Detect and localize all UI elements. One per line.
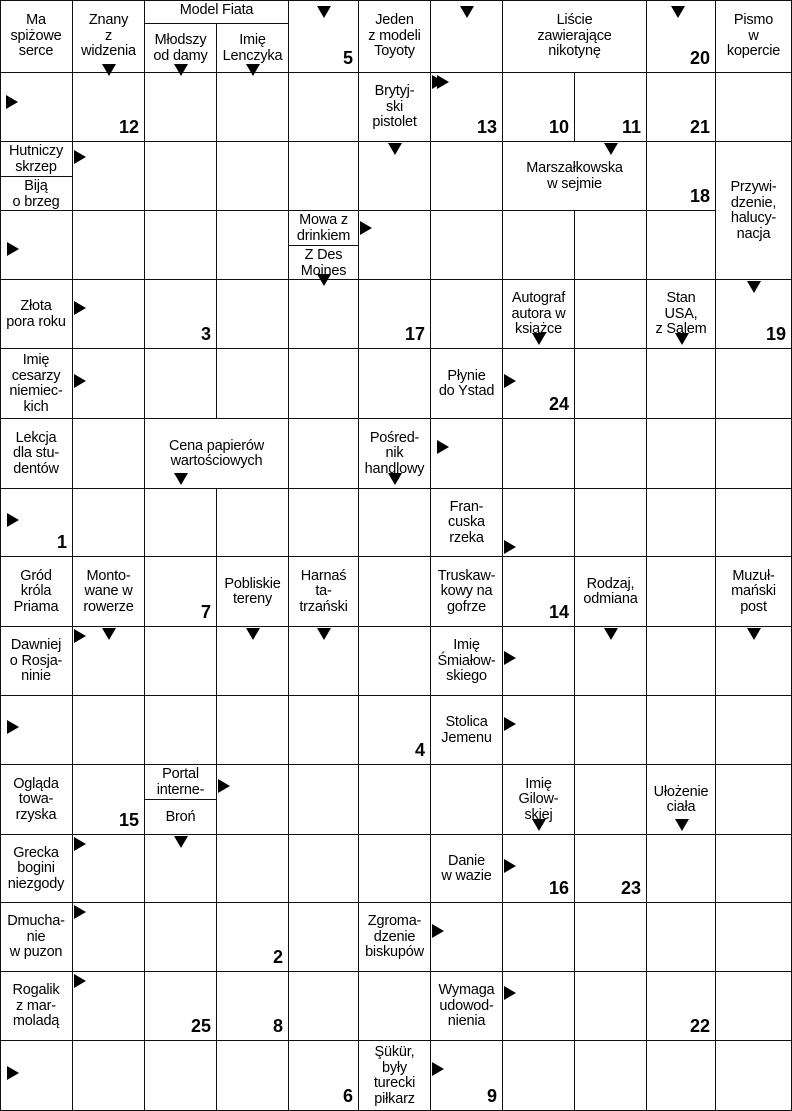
clue-cell-header (145, 0, 289, 24)
answer-cell[interactable] (575, 972, 647, 1041)
answer-cell[interactable] (73, 696, 145, 765)
clue-text: Młodszy od damy (153, 32, 208, 64)
clue-cell (359, 903, 431, 972)
answer-cell[interactable] (647, 696, 716, 765)
clue-number: 19 (765, 324, 786, 344)
answer-cell[interactable] (73, 489, 145, 557)
clue-cell (431, 835, 503, 903)
clue-cell (0, 627, 73, 696)
arrow-right-icon (504, 717, 516, 731)
answer-cell[interactable] (431, 280, 503, 349)
clue-number: 13 (476, 117, 497, 137)
arrow-down-icon (174, 64, 188, 76)
arrow-right-icon (432, 1062, 444, 1076)
answer-cell[interactable] (217, 1041, 289, 1111)
clue-cell (0, 765, 73, 835)
clue-number: 1 (56, 532, 67, 552)
arrow-down-icon (747, 628, 761, 640)
clue-text: Dawniej o Rosja- ninie (9, 637, 63, 685)
clue-text: Liście zawierające nikotynę (537, 12, 612, 60)
clue-cell (0, 349, 73, 419)
arrow-right-icon (7, 1066, 19, 1080)
clue-cell (431, 349, 503, 419)
clue-text: Ułożenie ciała (653, 783, 709, 815)
answer-cell[interactable] (431, 142, 503, 211)
answer-cell[interactable] (289, 419, 359, 489)
answer-cell[interactable] (289, 972, 359, 1041)
arrow-down-icon (604, 628, 618, 640)
answer-cell[interactable] (575, 419, 647, 489)
answer-cell[interactable] (503, 1041, 575, 1111)
arrow-down-icon (174, 836, 188, 848)
answer-cell[interactable] (289, 765, 359, 835)
clue-cell (431, 696, 503, 765)
arrow-right-icon (74, 837, 86, 851)
clue-text: Rodzaj, odmiana (583, 575, 638, 607)
clue-text: Jeden z modeli Toyoty (368, 12, 421, 60)
answer-cell[interactable] (359, 627, 431, 696)
answer-cell[interactable] (431, 211, 503, 280)
clue-cell (359, 0, 431, 73)
answer-cell[interactable] (575, 903, 647, 972)
clue-cell (503, 142, 647, 211)
clue-text: Lekcja dla stu- dentów (13, 429, 59, 477)
clue-text: Brytyj- ski pistolet (372, 83, 417, 131)
arrow-right-icon (74, 301, 86, 315)
arrow-down-icon (604, 143, 618, 155)
clue-number: 12 (118, 117, 139, 137)
clue-cell (289, 557, 359, 627)
clue-cell (0, 972, 73, 1041)
clue-number: 9 (486, 1086, 497, 1106)
arrow-down-icon (460, 6, 474, 18)
clue-text: Rogalik z mar- moladą (12, 982, 60, 1030)
arrow-down-icon (532, 819, 546, 831)
answer-cell[interactable] (145, 142, 217, 211)
answer-cell[interactable] (145, 489, 217, 557)
clue-number: 21 (689, 117, 710, 137)
clue-number: 4 (414, 740, 425, 760)
clue-text: Biją o brzeg (12, 178, 60, 210)
clue-cell (217, 557, 289, 627)
clue-text: Stan USA, z Salem (655, 290, 707, 338)
clue-cell (73, 557, 145, 627)
clue-text: Pobliskie tereny (224, 575, 281, 607)
clue-number: 23 (620, 878, 641, 898)
answer-cell[interactable] (716, 903, 792, 972)
clue-cell (0, 280, 73, 349)
clue-cell (145, 765, 217, 800)
clue-cell (359, 73, 431, 142)
answer-cell[interactable] (575, 696, 647, 765)
clue-cell (0, 142, 73, 177)
clue-text: Fran- cuska rzeka (448, 498, 485, 546)
clue-number: 2 (272, 947, 283, 967)
clue-text: Şükür, były turecki piłkarz (373, 1044, 416, 1107)
answer-cell[interactable] (647, 349, 716, 419)
clue-cell (359, 1041, 431, 1111)
clue-cell (0, 0, 73, 73)
clue-number: 25 (190, 1016, 211, 1036)
arrow-down-icon (317, 274, 331, 286)
clue-text: Wymaga udowod- nienia (438, 982, 495, 1030)
clue-cell (0, 419, 73, 489)
clue-text: Autograf autora w książce (511, 290, 566, 338)
answer-cell[interactable] (647, 1041, 716, 1111)
clue-text: Imię Gilow- skiej (518, 775, 559, 823)
arrow-right-icon (74, 150, 86, 164)
arrow-right-icon (74, 974, 86, 988)
answer-cell[interactable] (716, 835, 792, 903)
answer-cell[interactable] (289, 489, 359, 557)
clue-number: 14 (548, 602, 569, 622)
clue-cell (431, 557, 503, 627)
clue-cell (716, 142, 792, 280)
arrow-right-icon (504, 986, 516, 1000)
clue-number: 16 (548, 878, 569, 898)
answer-cell[interactable] (359, 972, 431, 1041)
clue-number: 6 (342, 1086, 353, 1106)
answer-cell[interactable] (289, 835, 359, 903)
clue-cell (716, 557, 792, 627)
answer-cell[interactable] (289, 73, 359, 142)
clue-number: 22 (689, 1016, 710, 1036)
arrow-down-icon (102, 64, 116, 76)
answer-cell[interactable] (503, 903, 575, 972)
answer-cell[interactable] (503, 419, 575, 489)
arrow-down-icon (246, 64, 260, 76)
arrow-right-icon (7, 720, 19, 734)
arrow-down-icon (671, 6, 685, 18)
arrow-right-icon (360, 221, 372, 235)
clue-text: Muzuł- mański post (731, 567, 776, 615)
answer-cell[interactable] (217, 73, 289, 142)
clue-text: Grecka bogini niezgody (7, 844, 65, 892)
answer-cell[interactable] (716, 1041, 792, 1111)
answer-cell[interactable] (359, 489, 431, 557)
clue-text: Gród króla Priama (13, 567, 59, 615)
arrow-right-icon (437, 440, 449, 454)
answer-cell[interactable] (73, 1041, 145, 1111)
answer-cell[interactable] (217, 489, 289, 557)
arrow-right-icon (504, 374, 516, 388)
clue-text: Imię Śmiałow- skiego (437, 637, 496, 685)
clue-text: Ma spiżowe serce (10, 12, 62, 60)
answer-cell[interactable] (289, 903, 359, 972)
answer-cell[interactable] (647, 557, 716, 627)
answer-cell[interactable] (289, 142, 359, 211)
arrow-right-icon (218, 779, 230, 793)
answer-cell[interactable] (647, 627, 716, 696)
answer-cell[interactable] (217, 280, 289, 349)
clue-cell (145, 419, 289, 489)
arrow-down-icon (317, 628, 331, 640)
clue-cell (503, 0, 647, 73)
answer-cell[interactable] (716, 73, 792, 142)
answer-cell[interactable] (716, 765, 792, 835)
arrow-right-icon (74, 629, 86, 643)
clue-text: Danie w wazie (441, 852, 492, 884)
clue-text: Przywi- dzenie, halucy- nacja (730, 179, 777, 242)
clue-number: 15 (118, 810, 139, 830)
answer-cell[interactable] (503, 211, 575, 280)
clue-text: Płynie do Ystad (438, 367, 495, 399)
answer-cell[interactable] (217, 211, 289, 280)
answer-cell[interactable] (145, 696, 217, 765)
answer-cell[interactable] (575, 765, 647, 835)
arrow-down-icon (102, 628, 116, 640)
answer-cell[interactable] (575, 349, 647, 419)
clue-cell (0, 835, 73, 903)
clue-cell (431, 627, 503, 696)
answer-cell[interactable] (431, 765, 503, 835)
clue-text: Pośred- nik handlowy (364, 429, 425, 477)
answer-cell[interactable] (217, 835, 289, 903)
arrow-down-icon (675, 333, 689, 345)
clue-text: Marszałkowska w sejmie (526, 160, 623, 192)
clue-text: Ogląda towa- rzyska (13, 775, 59, 823)
arrow-down-icon (388, 143, 402, 155)
arrow-down-icon (246, 628, 260, 640)
answer-cell[interactable] (145, 73, 217, 142)
answer-cell[interactable] (145, 211, 217, 280)
answer-cell[interactable] (575, 211, 647, 280)
arrow-right-icon (6, 95, 18, 109)
answer-cell[interactable] (145, 349, 217, 419)
answer-cell[interactable] (359, 765, 431, 835)
clue-text: Imię Lenczyka (222, 32, 283, 64)
arrow-down-icon (317, 6, 331, 18)
clue-cell (0, 557, 73, 627)
answer-cell[interactable] (575, 1041, 647, 1111)
clue-number: 17 (404, 324, 425, 344)
clue-cell (73, 0, 145, 73)
clue-number: 8 (272, 1016, 283, 1036)
clue-text: Pismo w kopercie (726, 12, 781, 60)
answer-cell[interactable] (575, 280, 647, 349)
answer-cell[interactable] (289, 280, 359, 349)
clue-text: Broń (165, 808, 196, 825)
arrow-right-icon (504, 859, 516, 873)
clue-text: Z Des Moines (300, 247, 347, 279)
arrow-right-icon (504, 540, 516, 554)
answer-cell[interactable] (145, 1041, 217, 1111)
answer-cell[interactable] (647, 835, 716, 903)
clue-number: 24 (548, 394, 569, 414)
clue-number: 20 (689, 48, 710, 68)
answer-cell[interactable] (289, 349, 359, 419)
arrow-right-icon (432, 924, 444, 938)
clue-number: 3 (200, 324, 211, 344)
answer-cell[interactable] (217, 765, 289, 835)
arrow-right-icon (504, 651, 516, 665)
answer-cell[interactable] (73, 419, 145, 489)
clue-text: Truskaw- kowy na gofrze (437, 567, 496, 615)
arrow-down-icon (174, 473, 188, 485)
answer-cell[interactable] (716, 972, 792, 1041)
answer-cell[interactable] (647, 489, 716, 557)
answer-cell[interactable] (716, 696, 792, 765)
clue-cell (145, 800, 217, 835)
arrow-down-icon (747, 281, 761, 293)
answer-cell[interactable] (359, 349, 431, 419)
answer-cell[interactable] (145, 627, 217, 696)
clue-text: Mowa z drinkiem (296, 212, 351, 244)
answer-cell[interactable] (575, 489, 647, 557)
clue-text: Zgroma- dzenie biskupów (365, 913, 424, 961)
arrow-right-icon (74, 905, 86, 919)
arrow-right-icon (437, 75, 449, 89)
clue-number: 18 (689, 186, 710, 206)
clue-cell (0, 177, 73, 211)
answer-cell[interactable] (647, 211, 716, 280)
clue-text: Cena papierów wartościowych (169, 437, 264, 469)
clue-number: 5 (342, 48, 353, 68)
answer-cell[interactable] (289, 696, 359, 765)
arrow-right-icon (74, 374, 86, 388)
clue-text: Znany z widzenia (81, 12, 136, 60)
answer-cell[interactable] (716, 489, 792, 557)
answer-cell[interactable] (359, 557, 431, 627)
answer-cell[interactable] (647, 419, 716, 489)
clue-number: 7 (200, 602, 211, 622)
answer-cell[interactable] (647, 903, 716, 972)
answer-cell[interactable] (716, 419, 792, 489)
answer-cell[interactable] (503, 972, 575, 1041)
arrow-down-icon (675, 819, 689, 831)
clue-cell (0, 903, 73, 972)
answer-cell[interactable] (359, 835, 431, 903)
clue-text: Złota pora roku (6, 298, 66, 330)
clue-cell (431, 972, 503, 1041)
answer-cell[interactable] (431, 419, 503, 489)
arrow-down-icon (532, 333, 546, 345)
answer-cell[interactable] (217, 142, 289, 211)
answer-cell[interactable] (145, 903, 217, 972)
clue-cell (431, 489, 503, 557)
clue-text: Dmucha- nie w puzon (7, 913, 65, 961)
clue-number: 11 (621, 117, 641, 137)
arrow-right-icon (7, 513, 19, 527)
clue-text: Stolica Jemenu (441, 714, 492, 746)
clue-text: Hutniczy skrzep (9, 143, 63, 175)
clue-text: Imię cesarzy niemiec- kich (9, 352, 63, 415)
answer-cell[interactable] (716, 349, 792, 419)
answer-cell[interactable] (217, 696, 289, 765)
answer-cell[interactable] (217, 349, 289, 419)
clue-text: Monto- wane w rowerze (83, 567, 134, 615)
clue-cell (716, 0, 792, 73)
arrow-right-icon (7, 242, 19, 256)
answer-cell[interactable] (73, 211, 145, 280)
clue-text-model-fiata: Model Fiata (179, 2, 254, 18)
clue-text: Portal interne- (156, 766, 205, 798)
clue-cell (575, 557, 647, 627)
clue-number: 10 (548, 117, 569, 137)
clue-cell (289, 211, 359, 246)
arrow-down-icon (388, 473, 402, 485)
clue-text: Harnaś ta- trzański (299, 567, 348, 615)
